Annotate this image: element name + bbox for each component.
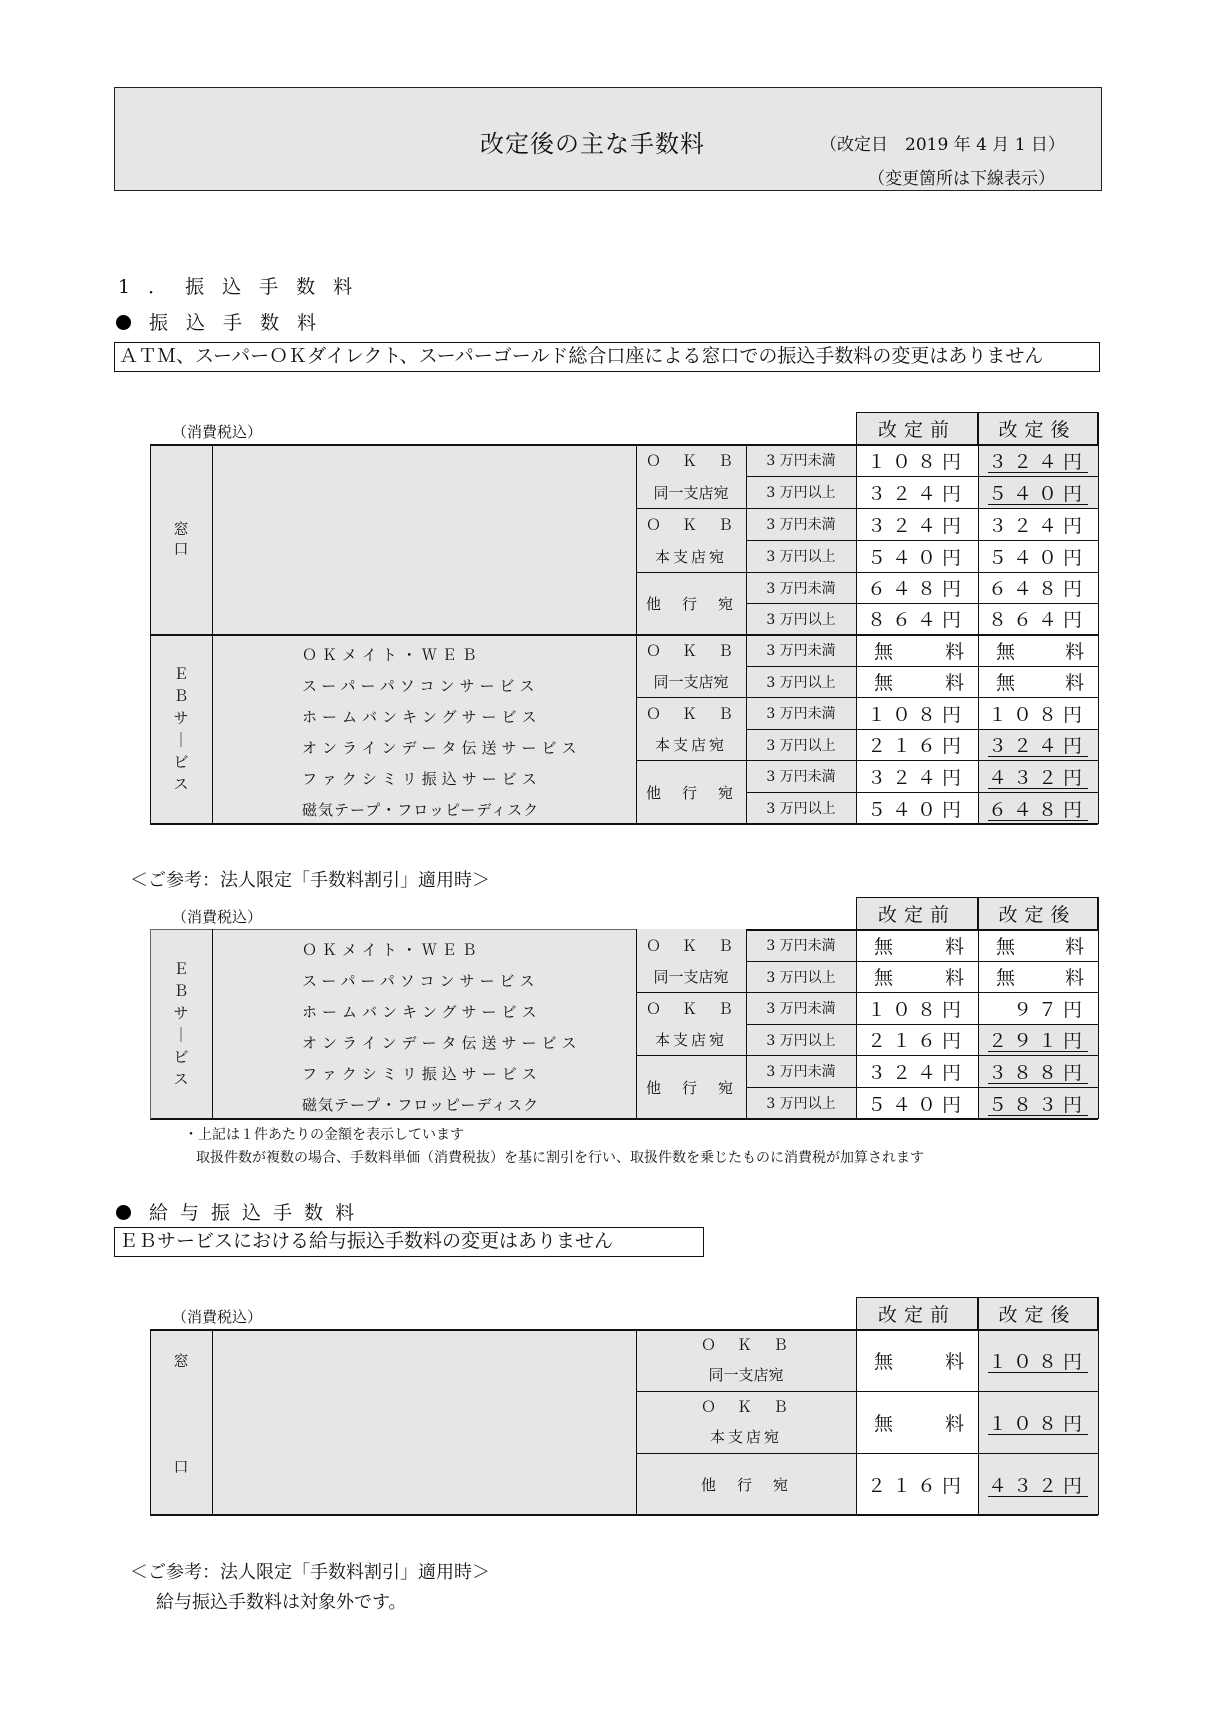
free-char: 料	[944, 672, 964, 694]
fee-after-changed	[978, 1391, 1098, 1453]
salary-notice: ＥＢサービスにおける給与振込手数料の変更はありません	[114, 1227, 704, 1257]
eb-label-char: Ｂ	[173, 687, 189, 705]
row-line	[636, 760, 1098, 761]
window-label	[150, 444, 212, 634]
table-border	[150, 444, 151, 824]
fee-before: ３２４円	[856, 508, 978, 540]
row-line	[746, 729, 1098, 730]
fee-after-free	[978, 634, 1098, 666]
fee-before: １０８円	[856, 697, 978, 729]
dest-line: Ｏ Ｋ Ｂ	[700, 1336, 791, 1354]
dest-okb: Ｏ Ｋ Ｂ	[645, 999, 736, 1018]
sub-heading-transfer	[116, 308, 334, 335]
dest-okb: Ｏ Ｋ Ｂ	[645, 704, 736, 723]
col-before-header: 改定前	[856, 897, 978, 929]
fee-after-changed	[978, 476, 1098, 508]
fee-after: ８６４円	[978, 603, 1098, 634]
col-after-header: 改定後	[978, 412, 1098, 444]
fee-after-value: １０８円	[987, 1350, 1088, 1373]
dest-line: Ｏ Ｋ Ｂ	[700, 1398, 791, 1416]
table-border	[150, 929, 151, 1119]
table-border	[150, 1118, 1098, 1120]
dest-okb: Ｏ Ｋ Ｂ	[645, 515, 736, 534]
fee-after-changed	[978, 1453, 1098, 1515]
row-line	[636, 697, 1098, 698]
dest-okb-same	[636, 1329, 856, 1391]
free-char: 料	[1064, 640, 1084, 663]
free-char: 無	[996, 672, 1016, 694]
service-facsimile: ファクシミリ振込サービス	[302, 769, 542, 788]
service-magnetic-tape: 磁気テープ・フロッピーディスク	[302, 1095, 540, 1114]
table-border	[636, 444, 637, 824]
dest-same-branch: 同一支店宛	[653, 673, 729, 691]
fee-after-value: １０８円	[987, 1412, 1088, 1435]
free-char: 無	[874, 967, 894, 989]
dest-other-bank: 他 行 宛	[645, 783, 736, 802]
eb-label-char: サ	[173, 709, 189, 727]
cond-over-30k: 3 万円以上	[766, 801, 836, 817]
table-border	[212, 444, 213, 824]
service-home-banking: ホームバンキングサービス	[302, 1002, 542, 1021]
free-char: 料	[1064, 967, 1084, 989]
table-border	[746, 444, 747, 824]
fee-after-value: ３２４円	[987, 450, 1088, 473]
row-line	[746, 792, 1098, 793]
free-char: 料	[944, 935, 964, 958]
revision-date: （改定日 2019 年 4 月 1 日）	[820, 135, 1065, 155]
fee-after-value: ３２４円	[987, 735, 1088, 757]
row-line	[746, 603, 1098, 604]
cond-over-30k: 3 万円以上	[766, 549, 836, 565]
fee-after-value: ４３２円	[987, 1474, 1088, 1497]
eb-label-char: ビ	[173, 753, 189, 771]
fee-before-free	[856, 1329, 978, 1391]
col-after-header: 改定後	[978, 1297, 1098, 1329]
service-home-banking: ホームバンキングサービス	[302, 707, 542, 726]
cond-under-30k: 3 万円未満	[766, 769, 836, 785]
fee-before: １０８円	[856, 444, 978, 476]
row-line	[636, 508, 1098, 509]
dest-okb: Ｏ Ｋ Ｂ	[645, 936, 736, 955]
bullet-icon	[116, 315, 131, 330]
table-border	[150, 444, 1098, 446]
window-label-char: 口	[173, 1457, 189, 1476]
fee-before: ８６４円	[856, 603, 978, 634]
col-after-header: 改定後	[978, 897, 1098, 929]
dest-okb-main	[636, 1391, 856, 1453]
eb-service-label	[150, 634, 212, 824]
free-char: 無	[874, 640, 894, 663]
free-char: 料	[1064, 935, 1084, 958]
fee-after-changed	[978, 1087, 1098, 1119]
dest-other-bank: 他 行 宛	[645, 594, 736, 613]
free-char: 無	[874, 1350, 894, 1373]
row-line	[746, 1087, 1098, 1088]
sub-heading-text: 振込手数料	[149, 312, 335, 334]
fee-after-free	[978, 929, 1098, 961]
free-char: 料	[944, 1350, 964, 1373]
table-border	[636, 929, 637, 1119]
free-char: 無	[996, 640, 1016, 663]
service-super-pc: スーパーパソコンサービス	[302, 676, 540, 695]
cond-over-30k: 3 万円以上	[766, 611, 836, 628]
dest-line: 同一支店宛	[708, 1366, 784, 1384]
eb-label-char: サ	[173, 1004, 189, 1022]
dest-other-bank: 他 行 宛	[645, 1078, 736, 1097]
table-border	[856, 1297, 857, 1515]
table-border	[150, 634, 1098, 636]
eb-service-label	[150, 929, 212, 1119]
service-magnetic-tape: 磁気テープ・フロッピーディスク	[302, 800, 540, 819]
tax-note: （消費税込）	[172, 908, 263, 926]
fee-after-changed	[978, 1329, 1098, 1391]
table-border	[150, 1329, 151, 1515]
service-okmate-web: ＯＫメイト・ＷＥＢ	[302, 940, 482, 959]
cond-under-30k: 3 万円未満	[766, 643, 836, 659]
service-online-data: オンラインデータ伝送サービス	[302, 1033, 582, 1052]
free-char: 無	[996, 967, 1016, 989]
fee-after-changed	[978, 729, 1098, 760]
fee-before: ２１６円	[856, 729, 978, 760]
service-okmate-web: ＯＫメイト・ＷＥＢ	[302, 645, 482, 664]
fee-before-free	[856, 929, 978, 961]
footnote-1: ・上記は１件あたりの金額を表示しています	[184, 1127, 464, 1143]
table-border	[978, 1297, 979, 1515]
row-line	[746, 666, 1098, 667]
cond-under-30k: 3 万円未満	[766, 1001, 836, 1017]
row-line	[636, 1391, 1098, 1392]
fee-after-changed	[978, 1024, 1098, 1055]
free-char: 無	[874, 1412, 894, 1435]
cond-under-30k: 3 万円未満	[766, 517, 836, 533]
table-border	[1098, 897, 1099, 1119]
dest-same-branch: 同一支店宛	[653, 968, 729, 986]
table-border	[150, 929, 636, 930]
fee-after-value: ３８８円	[987, 1061, 1088, 1084]
fee-after-changed	[978, 792, 1098, 824]
cond-under-30k: 3 万円未満	[766, 938, 836, 954]
fee-before: ２１６円	[856, 1453, 978, 1515]
page-title: 改定後の主な手数料	[480, 130, 705, 158]
fee-after: １０８円	[978, 697, 1098, 729]
cond-over-30k: 3 万円以上	[766, 485, 836, 501]
sub-heading-salary	[116, 1198, 366, 1225]
fee-before: ５４０円	[856, 540, 978, 572]
fee-after: ９７円	[978, 992, 1098, 1024]
dest-line: 本支店宛	[709, 1428, 782, 1446]
fee-before-free	[856, 1391, 978, 1453]
fee-before: ３２４円	[856, 760, 978, 792]
fee-after: ６４８円	[978, 572, 1098, 603]
reference-label-2: ＜ご参考：法人限定「手数料割引」適用時＞	[130, 1562, 490, 1583]
window-label-char: 口	[173, 540, 189, 558]
dest-main-branch: 本支店宛	[654, 1031, 727, 1049]
section-heading: 1．振込手数料	[118, 276, 371, 298]
fee-before: ３２４円	[856, 476, 978, 508]
cond-under-30k: 3 万円未満	[766, 580, 836, 597]
row-line	[746, 540, 1098, 541]
free-char: 無	[874, 935, 894, 958]
table-border	[856, 897, 857, 1119]
eb-label-char: ス	[173, 1070, 189, 1088]
eb-label-char: Ｅ	[173, 665, 189, 683]
table-border	[212, 929, 213, 1119]
fee-after-value: ２９１円	[987, 1030, 1088, 1052]
row-line	[636, 1055, 1098, 1056]
fee-before-free	[856, 634, 978, 666]
dest-same-branch: 同一支店宛	[653, 483, 729, 502]
fee-after-changed	[978, 760, 1098, 792]
fee-after-value: ４３２円	[987, 766, 1088, 789]
free-char: 無	[874, 672, 894, 694]
free-char: 料	[1064, 672, 1084, 694]
col-before-header: 改定前	[856, 412, 978, 444]
tax-note: （消費税込）	[172, 1308, 263, 1326]
cond-over-30k: 3 万円以上	[766, 1096, 836, 1112]
transfer-notice: ＡＴＭ、スーパーＯＫダイレクト、スーパーゴールド総合口座による窓口での振込手数料の変更はありません	[114, 342, 1100, 372]
eb-label-char: ｜	[173, 1026, 189, 1044]
eb-label-char: ス	[173, 775, 189, 793]
bullet-icon	[116, 1205, 131, 1220]
fee-before: ５４０円	[856, 792, 978, 824]
reference-text-2: 給与振込手数料は対象外です。	[156, 1592, 407, 1613]
underline-note: （変更箇所は下線表示）	[868, 169, 1055, 189]
service-facsimile: ファクシミリ振込サービス	[302, 1064, 542, 1083]
table-border	[212, 1329, 213, 1515]
window-label-char: 窓	[173, 1351, 189, 1370]
fee-after: ５４０円	[978, 540, 1098, 572]
service-super-pc: スーパーパソコンサービス	[302, 971, 540, 990]
fee-after: ３２４円	[978, 508, 1098, 540]
free-char: 料	[944, 1412, 964, 1435]
table-border	[1098, 1297, 1099, 1515]
fee-before: ３２４円	[856, 1055, 978, 1087]
cond-over-30k: 3 万円以上	[766, 1032, 836, 1049]
eb-label-char: Ｂ	[173, 982, 189, 1000]
dest-okb: Ｏ Ｋ Ｂ	[645, 641, 736, 660]
table-border	[150, 1514, 1098, 1516]
table-border	[746, 929, 1098, 931]
eb-label-char: Ｅ	[173, 960, 189, 978]
table-border	[1098, 412, 1099, 824]
free-char: 料	[944, 967, 964, 989]
table-border	[636, 1329, 637, 1515]
table-border	[856, 412, 857, 824]
table-border	[150, 1329, 1098, 1331]
window-label-char: 窓	[173, 520, 189, 538]
tax-note: （消費税込）	[172, 423, 263, 441]
fee-before-free	[856, 666, 978, 697]
row-line	[746, 1024, 1098, 1025]
dest-main-branch: 本支店宛	[654, 736, 727, 754]
dest-main-branch: 本支店宛	[654, 547, 727, 566]
eb-label-char: ｜	[173, 731, 189, 749]
fee-after-free	[978, 961, 1098, 992]
free-char: 無	[996, 935, 1016, 958]
fee-before: １０８円	[856, 992, 978, 1024]
fee-after-value: ５８３円	[987, 1093, 1088, 1116]
reference-label-1: ＜ご参考：法人限定「手数料割引」適用時＞	[130, 870, 490, 891]
table-border	[150, 823, 1098, 825]
sub-heading-text: 給与振込手数料	[149, 1202, 367, 1224]
fee-after-free	[978, 666, 1098, 697]
fee-after-changed	[978, 1055, 1098, 1087]
eb-label-char: ビ	[173, 1048, 189, 1066]
row-line	[636, 992, 1098, 993]
fee-before: ６４８円	[856, 572, 978, 603]
cond-over-30k: 3 万円以上	[766, 674, 836, 691]
fee-after-value: ５４０円	[987, 482, 1088, 505]
cond-over-30k: 3 万円以上	[766, 737, 836, 754]
fee-after-value: ６４８円	[987, 798, 1088, 821]
service-online-data: オンラインデータ伝送サービス	[302, 738, 582, 757]
row-line	[636, 572, 1098, 573]
row-line	[746, 961, 1098, 962]
dest-okb: Ｏ Ｋ Ｂ	[645, 451, 736, 470]
fee-before-free	[856, 961, 978, 992]
footnote-2: 取扱件数が複数の場合、手数料単価（消費税抜）を基に割引を行い、取扱件数を乗じたものに消費税が加算されます	[196, 1150, 924, 1166]
fee-before: ２１６円	[856, 1024, 978, 1055]
dest-other-bank: 他 行 宛	[700, 1475, 791, 1494]
free-char: 料	[944, 640, 964, 663]
fee-before: ５４０円	[856, 1087, 978, 1119]
table-border	[978, 897, 979, 1119]
fee-after-changed	[978, 444, 1098, 476]
cond-over-30k: 3 万円以上	[766, 969, 836, 986]
row-line	[746, 476, 1098, 477]
row-line	[636, 1453, 1098, 1454]
col-before-header: 改定前	[856, 1297, 978, 1329]
table-border	[978, 412, 979, 824]
cond-under-30k: 3 万円未満	[766, 706, 836, 722]
cond-under-30k: 3 万円未満	[766, 453, 836, 469]
cond-under-30k: 3 万円未満	[766, 1064, 836, 1080]
